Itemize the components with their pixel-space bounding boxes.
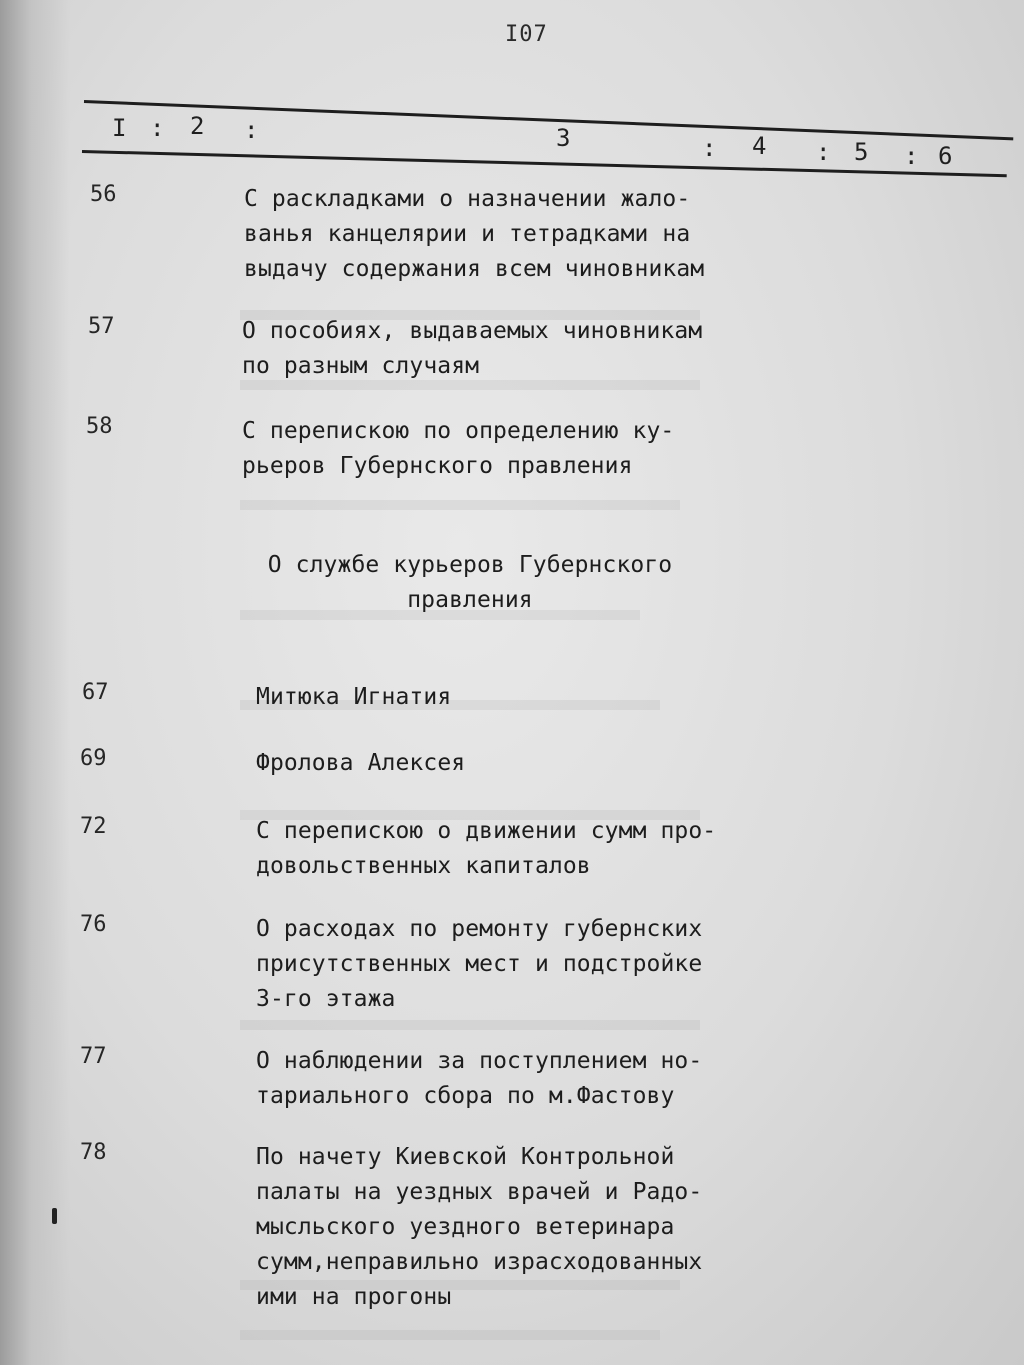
binding-mark	[52, 1208, 57, 1224]
entry-number: 57	[88, 314, 115, 339]
column-separator: :	[702, 134, 717, 162]
column-separator: :	[244, 116, 259, 144]
entry-title: С раскладками о назначении жало- ванья канцелярии и тетрадками на выдачу содержания всем чиновникам	[244, 186, 705, 282]
column-separator: :	[904, 142, 919, 170]
column-header-3: 3	[556, 124, 571, 152]
column-header-2: 2	[190, 112, 205, 140]
entry-title: С перепискою по определению ку- рьеров Губернского правления	[242, 418, 675, 479]
binding-shadow	[0, 0, 70, 1365]
entry-number: 77	[80, 1044, 107, 1069]
entry-title: Фролова Алексея	[256, 750, 466, 776]
column-header-4: 4	[752, 132, 767, 160]
entry-title: О расходах по ремонту губернских присутственных мест и подстройке 3-го этажа	[256, 916, 703, 1012]
entry-title: Митюка Игнатия	[256, 684, 452, 710]
entry-number: 78	[80, 1140, 107, 1165]
column-header-1: I	[112, 114, 127, 142]
entry-number: 58	[86, 414, 113, 439]
page-number: I07	[505, 22, 548, 47]
bleed-through	[240, 480, 680, 510]
column-separator: :	[816, 138, 831, 166]
entry-title: О наблюдении за поступлением но- тариального сбора по м.Фастову	[256, 1048, 703, 1109]
entry-number: 56	[90, 182, 117, 207]
column-separator: :	[150, 114, 165, 142]
entry-title: О службе курьеров Губернского правления	[267, 552, 673, 613]
entry-title: О пособиях, выдаваемых чиновникам по разным случаям	[242, 318, 703, 379]
entry-number: 76	[80, 912, 107, 937]
column-header-5: 5	[854, 138, 869, 166]
entry-number: 72	[80, 814, 107, 839]
entry-number: 69	[80, 746, 107, 771]
entry-title: С перепискою о движении сумм про- довольственных капиталов	[256, 818, 717, 879]
entry-number: 67	[82, 680, 109, 705]
entry-title: По начету Киевской Контрольной палаты на уездных врачей и Радо- мысльского уездного ветеринара сумм,неправильно израсходованных ими на прогоны	[256, 1144, 703, 1310]
header-top-rule	[84, 100, 1013, 140]
column-header-6: 6	[938, 142, 953, 170]
